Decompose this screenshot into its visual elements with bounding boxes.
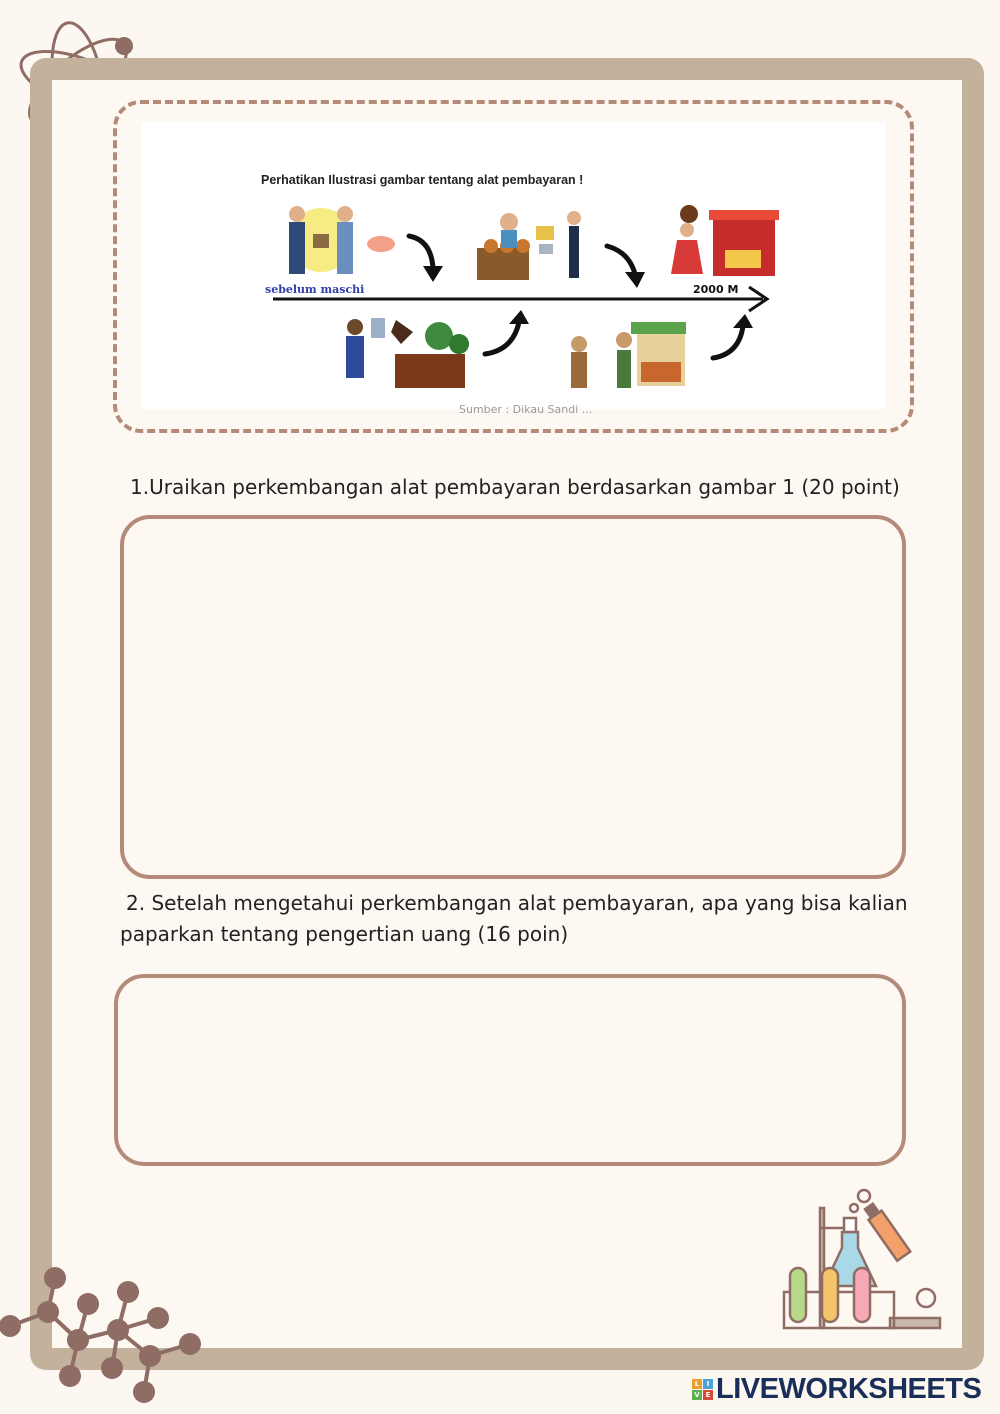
question-1	[130, 472, 900, 503]
answer-box-1[interactable]	[120, 515, 906, 879]
question-2-line-1: 2. Setelah mengetahui perkembangan alat pembayaran, apa yang bisa kalian	[126, 891, 908, 915]
lab-equipment-icon	[780, 1188, 945, 1338]
question-1-text: Uraikan perkembangan alat pembayaran berdasarkan gambar 1 (20 point)	[149, 475, 900, 499]
payment-timeline-drawing	[141, 122, 885, 409]
illustration-caption: Sumber : Dikau Sandi ...	[459, 403, 593, 416]
question-2	[120, 888, 908, 950]
timeline-start-label: sebelum maschi	[265, 283, 365, 296]
payment-illustration	[141, 122, 885, 416]
question-1-number: 1.	[130, 475, 150, 499]
timeline-end-label: 2000 M	[693, 283, 739, 296]
question-2-line-2: paparkan tentang pengertian uang (16 poin)	[120, 922, 569, 946]
answer-box-2[interactable]	[114, 974, 906, 1166]
liveworksheets-brand: LIVEWORKSHEETS	[716, 1372, 982, 1405]
liveworksheets-logo[interactable]	[692, 1372, 981, 1406]
molecule-icon	[0, 1260, 210, 1410]
illustration-title: Perhatikan Ilustrasi gambar tentang alat pembayaran !	[261, 173, 584, 187]
liveworksheets-mark-icon: L I V E	[692, 1379, 713, 1400]
